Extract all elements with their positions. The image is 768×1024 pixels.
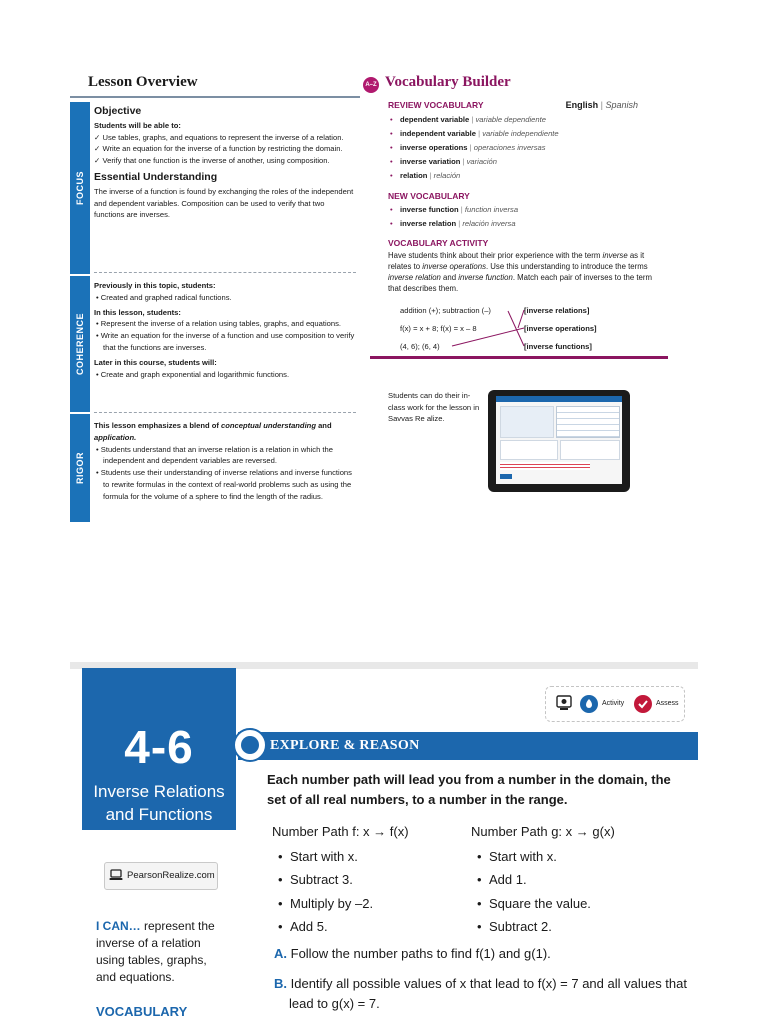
coherence-section bbox=[94, 280, 356, 380]
pearson-realize-link[interactable] bbox=[104, 862, 218, 890]
vocab-bottom-rule bbox=[370, 356, 668, 359]
realize-note: Students can do their in-class work for the lesson in Savvas Re alize. bbox=[388, 391, 480, 423]
number-path-f bbox=[272, 820, 409, 939]
objective-item: ✓ Write an equation for the inverse of a function by restricting the domain. bbox=[94, 144, 343, 154]
path-g-step: • Square the value. bbox=[471, 892, 615, 916]
focus-sidebar bbox=[70, 102, 90, 274]
a-z-icon: A–Z bbox=[363, 77, 379, 93]
path-f-step: • Multiply by –2. bbox=[272, 892, 409, 916]
screen-answer-box bbox=[500, 440, 558, 460]
previously-item: • Created and graphed radical functions. bbox=[96, 292, 232, 302]
tablet-image bbox=[488, 390, 630, 492]
match-right-item: [inverse functions] bbox=[524, 342, 592, 351]
activity-icon[interactable] bbox=[580, 695, 598, 713]
explore-reason-title: EXPLORE & REASON bbox=[270, 738, 420, 753]
question-a: A. Follow the number paths to find f(1) and g(1). bbox=[274, 946, 551, 961]
divider bbox=[94, 412, 356, 413]
rigor-item: • Students understand that an inverse relation is a relation in which the independent and dependent variables are reversed. bbox=[96, 444, 333, 466]
screen-answer-box bbox=[560, 440, 620, 460]
divider bbox=[94, 272, 356, 273]
this-lesson-heading: In this lesson, students: bbox=[94, 307, 181, 317]
later-heading: Later in this course, students will: bbox=[94, 357, 217, 367]
language-labels: English | Spanish bbox=[565, 100, 638, 110]
path-f-step: • Subtract 3. bbox=[272, 868, 409, 892]
screen-text-block bbox=[500, 406, 554, 438]
laptop-icon bbox=[109, 868, 123, 882]
path-f-step: • Add 5. bbox=[272, 915, 409, 939]
match-right-item: [inverse operations] bbox=[524, 324, 597, 333]
coherence-sidebar bbox=[70, 276, 90, 412]
lesson-number: 4-6 bbox=[124, 721, 194, 773]
vocabulary-label: VOCABULARY bbox=[96, 1004, 188, 1019]
assess-label[interactable]: Assess bbox=[656, 700, 679, 707]
screen-header bbox=[496, 396, 622, 402]
review-vocabulary bbox=[388, 98, 656, 294]
lesson-page bbox=[70, 662, 698, 1024]
objective-heading: Objective bbox=[94, 105, 142, 117]
screen-button bbox=[500, 474, 512, 479]
review-heading: REVIEW VOCABULARY bbox=[388, 100, 484, 110]
coherence-label: COHERENCE bbox=[75, 312, 85, 376]
essential-text: The inverse of a function is found by exchanging the roles of the independent and dependent variables. Composition can be used to verify that two functions are inverses. bbox=[94, 186, 354, 220]
this-lesson-item: • Write an equation for the inverse of a function and use composition to verify that the functions are inverses. bbox=[96, 331, 355, 352]
new-vocab-heading: NEW VOCABULARY bbox=[388, 191, 470, 201]
match-line bbox=[452, 328, 524, 346]
later-item: • Create and graph exponential and logarithmic functions. bbox=[96, 369, 290, 379]
vocab-item: • independent variable | variable independiente bbox=[388, 127, 656, 141]
explore-lead-text: Each number path will lead you from a number in the domain, the set of all real numbers, to a number in the range. bbox=[267, 772, 671, 807]
review-header bbox=[388, 98, 656, 113]
rigor-section bbox=[94, 420, 356, 503]
number-path-g bbox=[471, 820, 615, 939]
match-lines bbox=[400, 306, 660, 356]
activity-heading: VOCABULARY ACTIVITY bbox=[388, 238, 489, 248]
question-b: B. Identify all possible values of x that lead to f(x) = 7 and all values that lead to g(x) = 7. bbox=[274, 976, 687, 1011]
essential-heading: Essential Understanding bbox=[94, 170, 218, 183]
objective-item: ✓ Verify that one function is the inverse of another, using composition. bbox=[94, 156, 330, 166]
path-g-step: • Subtract 2. bbox=[471, 915, 615, 939]
path-g-heading: Number Path g: x → g(x) bbox=[471, 824, 615, 839]
vocab-item: • inverse operations | operaciones inversas bbox=[388, 141, 656, 155]
activity-label[interactable]: Activity bbox=[602, 700, 625, 707]
rigor-sidebar bbox=[70, 414, 90, 522]
lesson-title: Inverse Relations and Functions bbox=[93, 782, 225, 824]
title-rule bbox=[70, 96, 360, 98]
path-g-step: • Start with x. bbox=[471, 845, 615, 869]
vocab-item: • dependent variable | variable dependiente bbox=[388, 113, 656, 127]
i-can-statement: I CAN… represent the inverse of a relation using tables, graphs, and equations. bbox=[96, 919, 215, 984]
rigor-item: • Students use their understanding of inverse relations and inverse functions to rewrite formulas in the context of real-world problems such as using the formula for the volume of a sphere to find the length of the radius. bbox=[96, 468, 352, 501]
assess-icon[interactable] bbox=[634, 695, 652, 713]
match-line bbox=[518, 310, 524, 328]
digital-toolbar bbox=[545, 686, 685, 722]
objective-item: ✓ Use tables, graphs, and equations to represent the inverse of a relation. bbox=[94, 132, 344, 142]
previously-heading: Previously in this topic, students: bbox=[94, 281, 216, 290]
match-right-item: [inverse relations] bbox=[524, 306, 590, 315]
site-label: PearsonRealize.com bbox=[127, 870, 215, 881]
match-left-item: (4, 6); (6, 4) bbox=[400, 342, 440, 351]
lesson-overview-page bbox=[70, 68, 672, 526]
vocab-item: • inverse variation | variación bbox=[388, 155, 656, 169]
objective-intro: Students will be able to: bbox=[94, 120, 181, 130]
focus-label: FOCUS bbox=[75, 171, 85, 205]
match-left-item: addition (+); subtraction (–) bbox=[400, 306, 491, 315]
vocabulary-builder-title: Vocabulary Builder bbox=[385, 74, 511, 90]
screen-table bbox=[556, 406, 620, 438]
rigor-label: RIGOR bbox=[75, 451, 85, 485]
tablet-screen bbox=[496, 396, 622, 484]
screen-note bbox=[500, 462, 590, 470]
rigor-intro: This lesson emphasizes a blend of conceptual understanding and application. bbox=[94, 421, 332, 442]
focus-section bbox=[94, 106, 356, 221]
path-f-heading: Number Path f: x → f(x) bbox=[272, 824, 409, 839]
vocab-item: • inverse function | function inversa bbox=[388, 203, 656, 217]
path-f-step: • Start with x. bbox=[272, 845, 409, 869]
match-left-item: f(x) = x + 8; f(x) = x – 8 bbox=[400, 324, 477, 333]
activity-text: Have students think about their prior experience with the term inverse as it relates to inverse operations. Use this understanding to introduce the terms inverse relation and inverse function. Match each pair of inverses to the term that describes them. bbox=[388, 251, 652, 293]
video-icon[interactable] bbox=[556, 695, 572, 711]
path-g-step: • Add 1. bbox=[471, 868, 615, 892]
this-lesson-item: • Represent the inverse of a relation using tables, graphs, and equations. bbox=[96, 319, 341, 329]
vocab-item: • inverse relation | relación inversa bbox=[388, 217, 656, 231]
matching-activity bbox=[400, 306, 660, 356]
lesson-overview-title: Lesson Overview bbox=[88, 74, 198, 90]
explore-icon bbox=[233, 728, 267, 762]
vocab-item: • relation | relación bbox=[388, 169, 656, 183]
